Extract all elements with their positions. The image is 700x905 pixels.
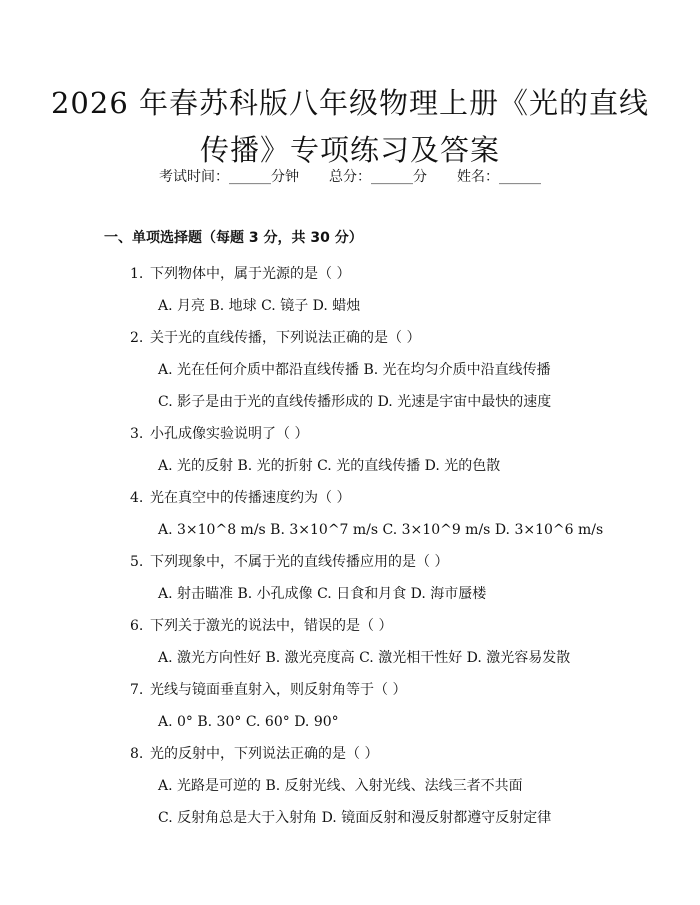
document-title [40, 80, 660, 174]
question-list [130, 258, 690, 834]
question-5-options: A. 射击瞄准 B. 小孔成像 C. 日食和月食 D. 海市蜃楼 [158, 586, 487, 602]
question-2-options: C. 影子是由于光的直线传播形成的 D. 光速是宇宙中最快的速度 [158, 394, 552, 410]
question-7 [130, 674, 690, 706]
exam-time: 考试时间：______分钟 [159, 169, 299, 185]
exam-info [0, 166, 700, 186]
section-heading: 一、单项选择题（每题 3 分，共 30 分） [104, 230, 363, 246]
question-number: 7. [130, 682, 144, 698]
question-5 [130, 546, 690, 578]
question-8-options: C. 反射角总是大于入射角 D. 镜面反射和漫反射都遵守反射定律 [158, 810, 552, 826]
question-number: 8. [130, 746, 144, 762]
question-7-options: A. 0° B. 30° C. 60° D. 90° [158, 714, 339, 730]
question-text: 光线与镜面垂直射入，则反射角等于（ ） [150, 682, 407, 698]
question-number: 2. [130, 330, 144, 346]
question-6-options: A. 激光方向性好 B. 激光亮度高 C. 激光相干性好 D. 激光容易发散 [158, 650, 571, 666]
question-8 [130, 738, 690, 770]
question-number: 5. [130, 554, 144, 570]
question-number: 1. [130, 266, 144, 282]
question-number: 6. [130, 618, 144, 634]
question-8-options: A. 光路是可逆的 B. 反射光线、入射光线、法线三者不共面 [158, 778, 523, 794]
question-text: 关于光的直线传播，下列说法正确的是（ ） [150, 330, 421, 346]
question-text: 下列关于激光的说法中，错误的是（ ） [150, 618, 393, 634]
question-2-options: A. 光在任何介质中都沿直线传播 B. 光在均匀介质中沿直线传播 [158, 362, 551, 378]
question-text: 小孔成像实验说明了（ ） [150, 426, 309, 442]
question-1 [130, 258, 690, 290]
question-1-options: A. 月亮 B. 地球 C. 镜子 D. 蜡烛 [158, 298, 361, 314]
question-6 [130, 610, 690, 642]
exam-name: 姓名：______ [457, 169, 541, 185]
question-3 [130, 418, 690, 450]
question-text: 下列现象中，不属于光的直线传播应用的是（ ） [150, 554, 449, 570]
question-number: 4. [130, 490, 144, 506]
question-3-options: A. 光的反射 B. 光的折射 C. 光的直线传播 D. 光的色散 [158, 458, 501, 474]
title-line-1: 2026 年春苏科版八年级物理上册《光的直线 [50, 86, 650, 120]
question-4 [130, 482, 690, 514]
question-2 [130, 322, 690, 354]
question-text: 下列物体中，属于光源的是（ ） [150, 266, 351, 282]
question-text: 光在真空中的传播速度约为（ ） [150, 490, 351, 506]
exam-score: 总分：______分 [329, 169, 427, 185]
question-number: 3. [130, 426, 144, 442]
question-text: 光的反射中，下列说法正确的是（ ） [150, 746, 379, 762]
question-4-options: A. 3×10^8 m/s B. 3×10^7 m/s C. 3×10^9 m/s D. 3×10^6 m/s [158, 522, 604, 538]
title-line-2: 传播》专项练习及答案 [199, 133, 500, 167]
